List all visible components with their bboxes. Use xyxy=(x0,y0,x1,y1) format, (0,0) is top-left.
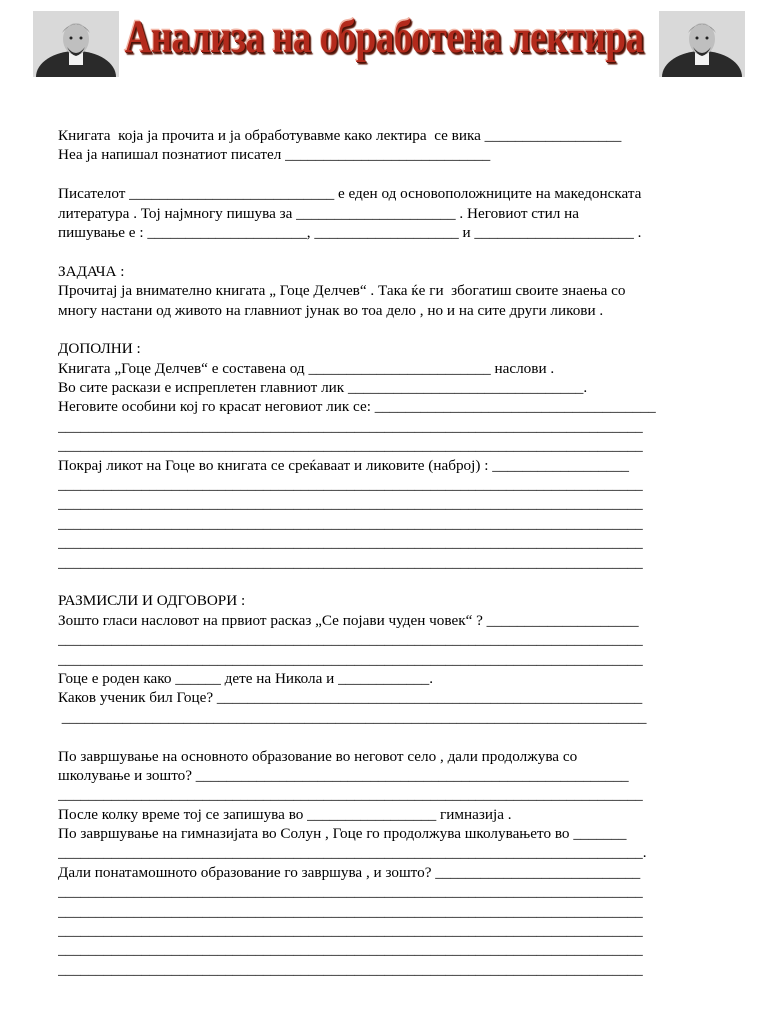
answer-line: _____________________________________________________________________________ xyxy=(58,437,643,455)
answer-line: _____________________________________________________________________________ xyxy=(58,883,643,901)
education-question-gymnasium: После колку време тој се запишува во _________________ гимназија . xyxy=(58,805,512,823)
answer-line: _____________________________________________________________________________ xyxy=(58,902,643,920)
answer-line: _____________________________________________________________________________ xyxy=(58,495,643,513)
think-question-first-story: Зошто гласи насловот на првиот расказ „Се појави чуден човек“ ? ____________________ xyxy=(58,611,639,629)
writer-line-2: литература . Тој најмногу пишува за _____________________ . Неговиот стил на xyxy=(58,204,580,222)
task-text-line-2: многу настани од живото на главниот јунак во тоа дело , но и на сите други ликови . xyxy=(58,301,604,319)
complete-question-titles: Книгата „Гоце Делчев“ е составена од ________________________ наслови . xyxy=(58,359,555,377)
complete-question-other-characters: Покрај ликот на Гоце во книгата се среќаваат и ликовите (наброј) : __________________ xyxy=(58,456,629,474)
education-question-1-line-2: школување и зошто? _________________________________________________________ xyxy=(58,766,629,784)
answer-line: _____________________________________________________________________________ xyxy=(58,960,643,978)
answer-line: _____________________________________________________________________________. xyxy=(58,844,647,862)
writer-line-3: пишување е : _____________________, ___________________ и _____________________ . xyxy=(58,223,642,241)
writer-line-1: Писателот ___________________________ е еден од основоположниците на македонската xyxy=(58,185,642,203)
answer-line: _____________________________________________________________________________ xyxy=(58,534,643,552)
education-question-further-study: По завршување на гимназијата во Солун , Гоце го продолжува школувањето во _______ xyxy=(58,825,627,843)
portrait-photo-right xyxy=(659,11,745,77)
answer-line: _____________________________________________________________________________ xyxy=(58,786,643,804)
intro-author-line: Неа ја напишал познатиот писател ___________________________ xyxy=(58,146,491,164)
intro-book-title-line: Книгата која ја прочита и ја обработувавме како лектира се вика __________________ xyxy=(58,127,622,144)
answer-line: _____________________________________________________________________________ xyxy=(58,417,643,435)
answer-line: _____________________________________________________________________________ xyxy=(58,631,643,649)
think-question-birth-order: Гоце е роден како ______ дете на Никола и ____________. xyxy=(58,669,433,687)
education-question-1-line-1: По завршување на основното образование во неговот село , дали продолжува со xyxy=(58,747,578,765)
complete-heading: ДОПОЛНИ : xyxy=(58,340,141,358)
answer-line: _____________________________________________________________________________ xyxy=(58,650,643,668)
answer-line: _____________________________________________________________________________ xyxy=(58,514,643,532)
complete-question-traits: Неговите особини кој го красат неговиот лик се: _____________________________________ xyxy=(58,398,656,416)
answer-line: _____________________________________________________________________________ xyxy=(58,553,643,571)
page-title: Анализа на обработена лектира xyxy=(124,11,644,64)
think-heading: РАЗМИСЛИ И ОДГОВОРИ : xyxy=(58,592,246,610)
task-heading: ЗАДАЧА : xyxy=(58,262,125,280)
education-question-finished: Дали понатамошното образование го завршува , и зошто? ___________________________ xyxy=(58,863,641,881)
answer-line: _____________________________________________________________________________ xyxy=(58,941,643,959)
answer-line: _____________________________________________________________________________ xyxy=(58,476,643,494)
answer-line: _____________________________________________________________________________ xyxy=(58,708,647,726)
think-question-student: Каков ученик бил Гоце? ________________________________________________________ xyxy=(58,689,643,707)
answer-line: _____________________________________________________________________________ xyxy=(58,922,643,940)
complete-question-main-character: Во сите раскази е испреплетен главниот лик _______________________________. xyxy=(58,379,588,397)
task-text-line-1: Прочитај ја внимателно книгата „ Гоце Делчев“ . Така ќе ги збогатиш своите знаења со xyxy=(58,282,626,300)
worksheet-body xyxy=(58,126,748,979)
